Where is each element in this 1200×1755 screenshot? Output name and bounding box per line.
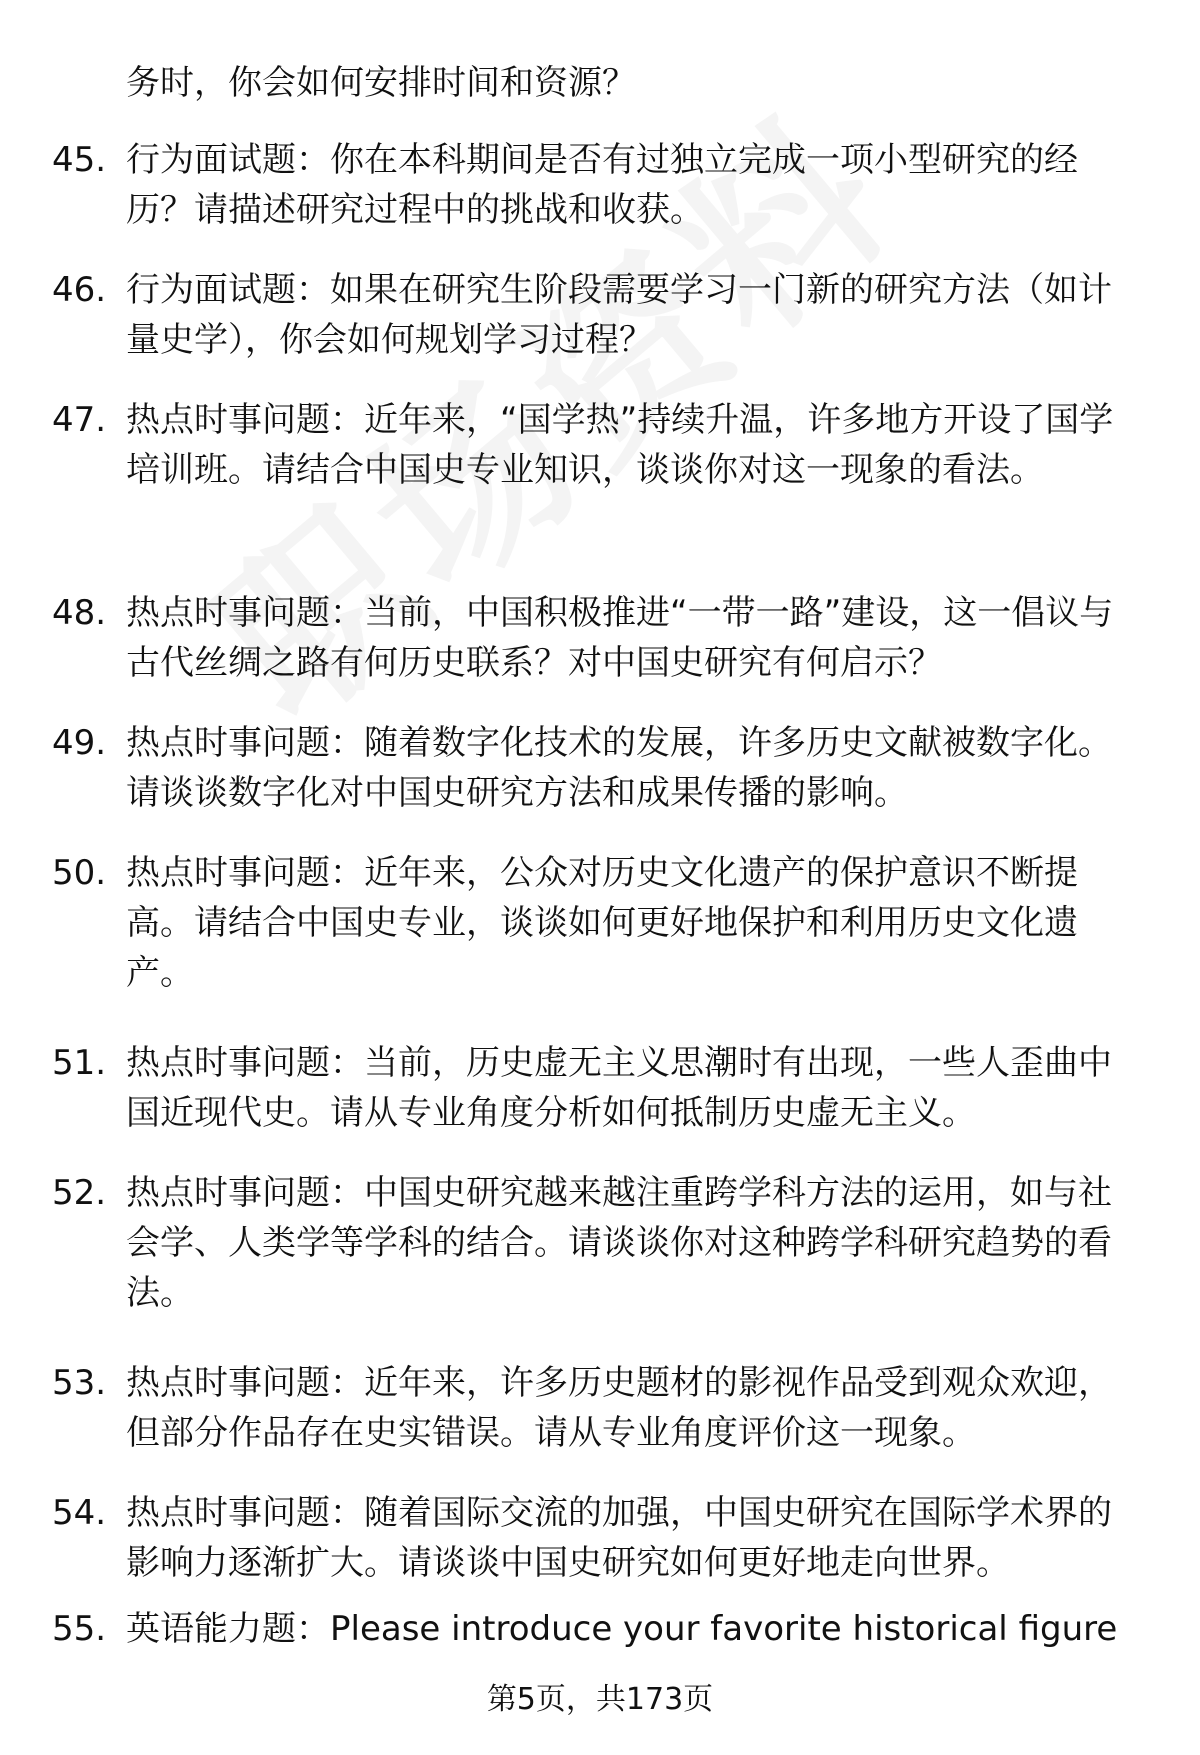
item-text: 热点时事问题：随着国际交流的加强，中国史研究在国际学术界的影响力逐渐扩大。请谈谈中国史研究如何更好地走向世界。 (126, 1493, 1112, 1583)
item-text: 热点时事问题：中国史研究越来越注重跨学科方法的运用，如与社会学、人类学等学科的结合。请谈谈你对这种跨学科研究趋势的看法。 (126, 1173, 1112, 1313)
list-item (0, 395, 1200, 495)
item-number: 55. (52, 1609, 107, 1649)
item-number: 53. (52, 1363, 107, 1403)
item-text: 热点时事问题：近年来，许多历史题材的影视作品受到观众欢迎，但部分作品存在史实错误。请从专业角度评价这一现象。 (126, 1363, 1112, 1453)
continuation-text: 务时，你会如何安排时间和资源？ (126, 63, 636, 103)
item-text: 行为面试题：你在本科期间是否有过独立完成一项小型研究的经历？请描述研究过程中的挑战和收获。 (126, 140, 1078, 230)
item-number: 54. (52, 1493, 107, 1533)
item-text: 热点时事问题：近年来，公众对历史文化遗产的保护意识不断提高。请结合中国史专业，谈谈如何更好地保护和利用历史文化遗产。 (126, 853, 1078, 993)
list-item (0, 135, 1200, 235)
list-item (0, 1038, 1200, 1138)
list-item (0, 848, 1200, 998)
list-item (0, 265, 1200, 365)
page-number: 第5页，共173页 (486, 1682, 714, 1717)
list-item (0, 588, 1200, 688)
item-number: 52. (52, 1173, 107, 1213)
item-text: 热点时事问题：当前，中国积极推进“一带一路”建设，这一倡议与古代丝绸之路有何历史联系？对中国史研究有何启示？ (126, 593, 1114, 683)
item-text: 热点时事问题：近年来，“国学热”持续升温，许多地方开设了国学培训班。请结合中国史专业知识，谈谈你对这一现象的看法。 (126, 400, 1114, 490)
list-item (0, 1604, 1200, 1654)
list-item (0, 718, 1200, 818)
item-number: 47. (52, 400, 107, 440)
item-number: 46. (52, 270, 107, 310)
list-item (0, 1488, 1200, 1588)
item-number: 49. (52, 723, 107, 763)
item-text: 行为面试题：如果在研究生阶段需要学习一门新的研究方法（如计量史学），你会如何规划学习过程？ (126, 270, 1112, 360)
item-text: 热点时事问题：当前，历史虚无主义思潮时有出现，一些人歪曲中国近现代史。请从专业角度分析如何抵制历史虚无主义。 (126, 1043, 1112, 1133)
item-number: 50. (52, 853, 107, 893)
item-number: 51. (52, 1043, 107, 1083)
item-number: 48. (52, 593, 107, 633)
item-number: 45. (52, 140, 107, 180)
item-text: 热点时事问题：随着数字化技术的发展，许多历史文献被数字化。请谈谈数字化对中国史研究方法和成果传播的影响。 (126, 723, 1112, 813)
list-item (0, 1358, 1200, 1458)
item-text: 英语能力题：Please introduce your favorite historical figure (126, 1609, 1118, 1649)
list-item (0, 1168, 1200, 1318)
